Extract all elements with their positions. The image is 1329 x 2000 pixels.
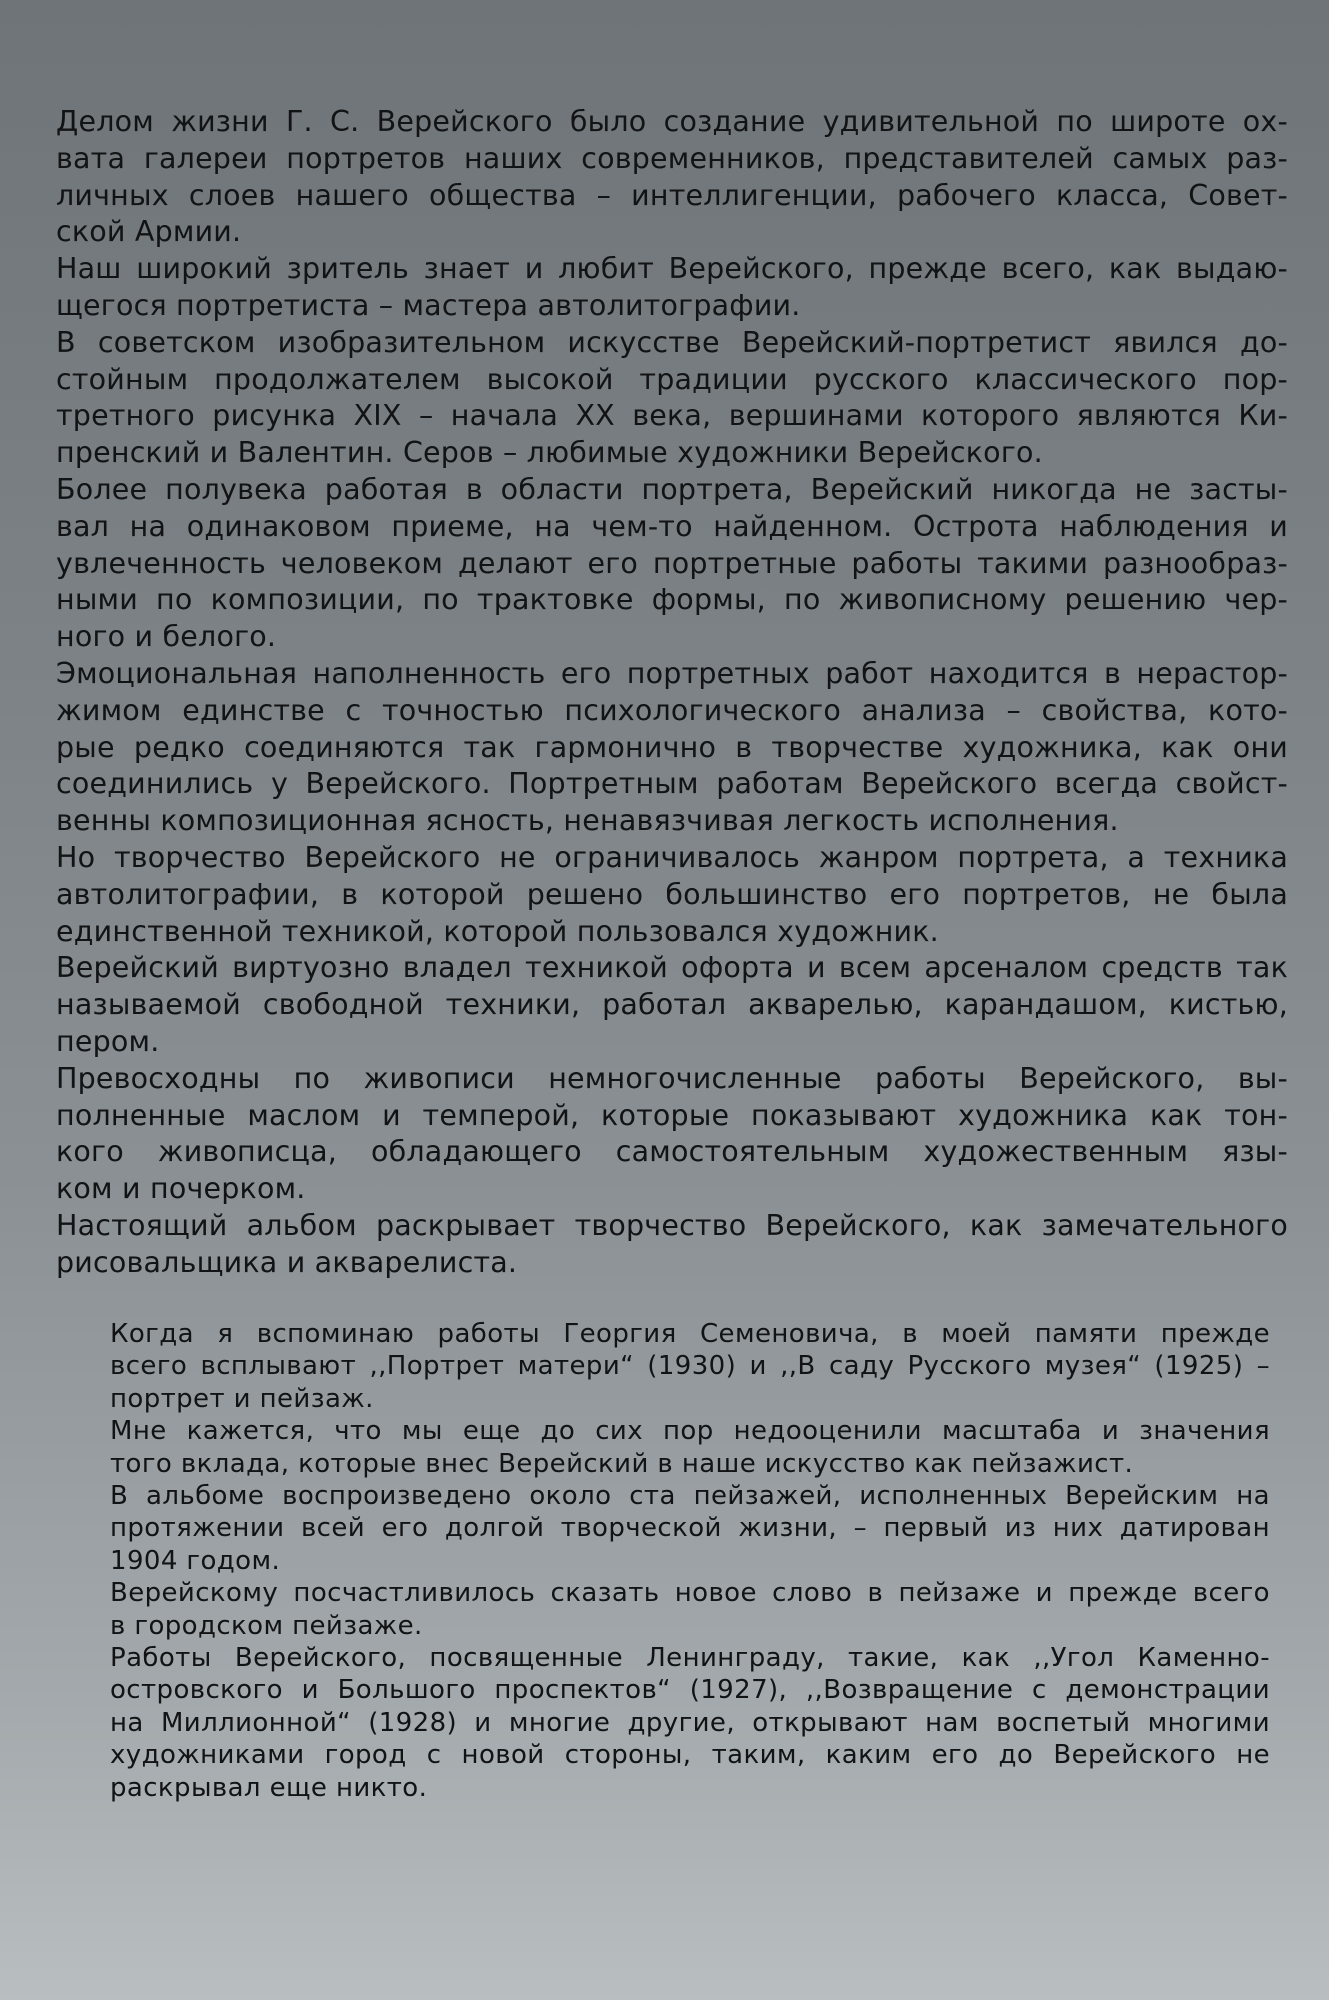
- text-line: кого живописца, обладающего самостоятельным художественным язы-: [56, 1135, 1288, 1169]
- text-line: ного и белого.: [56, 620, 277, 654]
- quote-line: на Миллионной“ (1928) и многие другие, открывают нам воспетый многими: [110, 1707, 1270, 1738]
- text-line: называемой свободной техники, работал акварелью, карандашом, кистью,: [56, 988, 1288, 1022]
- text-line: В советском изобразительном искусстве Верейский-портретист явился до-: [56, 325, 1288, 359]
- quote-line: всего всплывают ,,Портрет матери“ (1930) и ,,В саду Русского музея“ (1925) –: [110, 1351, 1270, 1382]
- text-line: увлеченность человеком делают его портретные работы такими разнообраз-: [56, 546, 1288, 580]
- quote-line: протяжении всей его долгой творческой жизни, – первый из них датирован: [110, 1513, 1270, 1544]
- quote-line: В альбоме воспроизведено около ста пейзажей, исполненных Верейским на: [110, 1481, 1270, 1512]
- text-line: Делом жизни Г. С. Верейского было создание удивительной по широте ох-: [56, 105, 1288, 138]
- text-line: венны композиционная ясность, ненавязчивая легкость исполнения.: [56, 804, 1119, 838]
- quote-line: Верейскому посчастливилось сказать новое слово в пейзаже и прежде всего: [110, 1578, 1270, 1609]
- quote-line: портрет и пейзаж.: [110, 1383, 374, 1414]
- quote-line: художниками город с новой стороны, таким, каким его до Верейского не: [110, 1740, 1270, 1771]
- text-line: пером.: [56, 1024, 160, 1058]
- text-line: щегося портретиста – мастера автолитографии.: [56, 288, 801, 322]
- quote-line: 1904 годом.: [110, 1545, 281, 1576]
- quote-line: Работы Верейского, посвященные Ленинграду, такие, как ,,Угол Каменно-: [110, 1643, 1270, 1674]
- text-line: ской Армии.: [56, 215, 242, 249]
- text-line: Верейский виртуозно владел техникой офорта и всем арсеналом средств так: [56, 951, 1288, 985]
- quote-line: Мне кажется, что мы еще до сих пор недооценили масштаба и значения: [110, 1416, 1270, 1447]
- text-line: единственной техникой, которой пользовался художник.: [56, 914, 939, 948]
- text-line: Более полувека работая в области портрета, Верейский никогда не засты-: [56, 472, 1288, 506]
- quote-line: Когда я вспоминаю работы Георгия Семеновича, в моей памяти прежде: [110, 1319, 1270, 1349]
- main-text-block: [56, 104, 1288, 1282]
- text-line: соединились у Верейского. Портретным работам Верейского всегда свойст-: [56, 767, 1288, 801]
- text-line: рые редко соединяются так гармонично в творчестве художника, как они: [56, 730, 1288, 764]
- text-line: пренский и Валентин. Серов – любимые художники Верейского.: [56, 436, 1043, 470]
- text-line: автолитографии, в которой решено большинство его портретов, не была: [56, 877, 1288, 911]
- text-line: Эмоциональная наполненность его портретных работ находится в нерастор-: [56, 656, 1288, 690]
- quote-line: островского и Большого проспектов“ (1927), ,,Возвращение с демонстрации: [110, 1675, 1270, 1706]
- quote-line: раскрывал еще никто.: [110, 1772, 428, 1803]
- text-line: Настоящий альбом раскрывает творчество Верейского, как замечательного: [56, 1208, 1288, 1242]
- text-line: ными по композиции, по трактовке формы, по живописному решению чер-: [56, 583, 1288, 617]
- text-line: личных слоев нашего общества – интеллигенции, рабочего класса, Совет-: [56, 178, 1288, 212]
- text-line: рисовальщика и акварелиста.: [56, 1245, 518, 1279]
- quote-line: в городском пейзаже.: [110, 1610, 423, 1641]
- text-line: стойным продолжателем высокой традиции русского классического пор-: [56, 362, 1288, 396]
- quote-text-block: [110, 1318, 1270, 1804]
- text-line: вал на одинаковом приеме, на чем-то найденном. Острота наблюдения и: [56, 509, 1288, 543]
- text-line: Наш широкий зритель знает и любит Верейского, прежде всего, как выдаю-: [56, 252, 1288, 286]
- text-line: Превосходны по живописи немногочисленные работы Верейского, вы-: [56, 1061, 1288, 1095]
- text-line: Но творчество Верейского не ограничивалось жанром портрета, а техника: [56, 840, 1288, 874]
- text-line: вата галереи портретов наших современников, представителей самых раз-: [56, 141, 1288, 175]
- text-line: жимом единстве с точностью психологического анализа – свойства, кото-: [56, 693, 1288, 727]
- text-line: ком и почерком.: [56, 1172, 306, 1206]
- text-line: полненные маслом и темперой, которые показывают художника как тон-: [56, 1098, 1288, 1132]
- text-line: третного рисунка XIX – начала XX века, вершинами которого являются Ки-: [56, 399, 1288, 433]
- quote-line: того вклада, которые внес Верейский в наше искусство как пейзажист.: [110, 1448, 1134, 1479]
